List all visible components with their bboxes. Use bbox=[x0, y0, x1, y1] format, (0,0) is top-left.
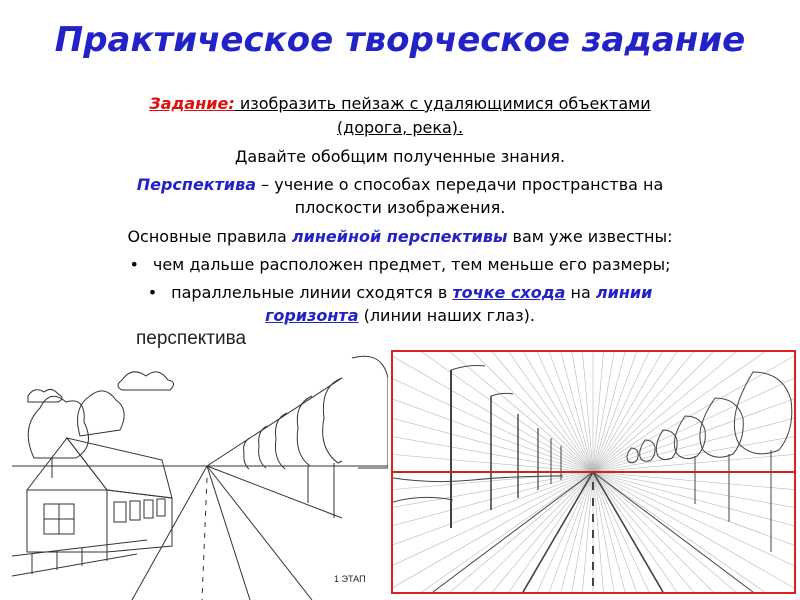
stage-label: 1 ЭТАП bbox=[334, 574, 366, 584]
perspective-ray bbox=[393, 352, 593, 472]
caption-perspective: перспектива bbox=[136, 328, 247, 349]
rules-intro-pre: Основные правила bbox=[127, 227, 292, 246]
definition-line bbox=[40, 174, 760, 196]
perspective-ray bbox=[393, 352, 593, 472]
perspective-ray bbox=[393, 352, 593, 472]
bullet-1-text: чем дальше расположен предмет, тем меньше его размеры; bbox=[152, 255, 671, 274]
perspective-ray bbox=[593, 352, 680, 472]
task-text-2: (дорога, река). bbox=[336, 118, 464, 137]
perspective-ray bbox=[464, 472, 593, 592]
task-label: Задание: bbox=[149, 94, 235, 113]
perspective-ray bbox=[593, 472, 722, 592]
task-text: изобразить пейзаж с удаляющимися объектами bbox=[234, 94, 651, 113]
perspective-ray bbox=[393, 352, 593, 472]
perspective-ray bbox=[393, 472, 593, 592]
perspective-ray bbox=[393, 472, 593, 592]
definition-text: – учение о способах передачи пространства на bbox=[256, 175, 664, 194]
perspective-sketch bbox=[12, 318, 388, 600]
perspective-ray bbox=[393, 472, 593, 592]
rules-intro-post: вам уже известны: bbox=[507, 227, 673, 246]
perspective-ray bbox=[393, 472, 593, 559]
perspective-ray bbox=[393, 472, 593, 592]
perspective-ray bbox=[393, 472, 593, 592]
perspective-ray bbox=[393, 352, 593, 472]
bullet-2-post: (линии наших глаз). bbox=[358, 306, 535, 325]
perspective-ray bbox=[393, 472, 593, 592]
perspective-drawing-left bbox=[12, 318, 388, 600]
perspective-ray bbox=[393, 472, 593, 592]
task-line-2 bbox=[40, 117, 760, 139]
perspective-drawing-right bbox=[391, 350, 796, 594]
definition-line-2: плоскости изображения. bbox=[294, 198, 506, 217]
perspective-ray bbox=[393, 352, 593, 472]
perspective-ray bbox=[506, 352, 593, 472]
perspective-ray bbox=[393, 352, 593, 472]
bullet-2-term-vanishing-point: точке схода bbox=[452, 283, 566, 302]
perspective-ray bbox=[464, 352, 593, 472]
definition-term: Перспектива bbox=[136, 175, 257, 194]
perspective-ray bbox=[393, 428, 593, 472]
perspective-ray bbox=[506, 472, 593, 592]
perspective-ray bbox=[393, 352, 593, 472]
bullet-dot: • bbox=[147, 283, 158, 302]
perspective-ray bbox=[393, 472, 593, 592]
perspective-ray bbox=[593, 472, 794, 516]
perspective-ray bbox=[393, 385, 593, 472]
bullet-2-term-horizon: горизонта bbox=[265, 306, 359, 325]
slide-title: Практическое творческое задание bbox=[54, 20, 746, 60]
perspective-grid bbox=[393, 352, 794, 592]
task-line bbox=[40, 93, 760, 115]
rules-intro bbox=[40, 226, 760, 248]
perspective-ray bbox=[393, 472, 593, 592]
perspective-ray bbox=[393, 472, 593, 592]
perspective-ray bbox=[593, 428, 794, 472]
bullet-2-mid: на bbox=[565, 283, 596, 302]
summary-line: Давайте обобщим полученные знания. bbox=[234, 147, 566, 166]
bullet-2-term-line: линии bbox=[595, 283, 653, 302]
perspective-ray bbox=[593, 352, 722, 472]
perspective-ray bbox=[393, 472, 593, 592]
bullet-2 bbox=[40, 282, 760, 304]
rules-intro-term: линейной перспективы bbox=[291, 227, 508, 246]
bullet-dot: • bbox=[129, 255, 139, 274]
perspective-ray bbox=[393, 352, 593, 472]
bullet-2-pre: параллельные линии сходятся в bbox=[171, 283, 453, 302]
perspective-ray bbox=[393, 352, 593, 472]
perspective-ray bbox=[393, 352, 593, 472]
perspective-ray bbox=[593, 472, 680, 592]
bullet-1 bbox=[40, 254, 760, 276]
